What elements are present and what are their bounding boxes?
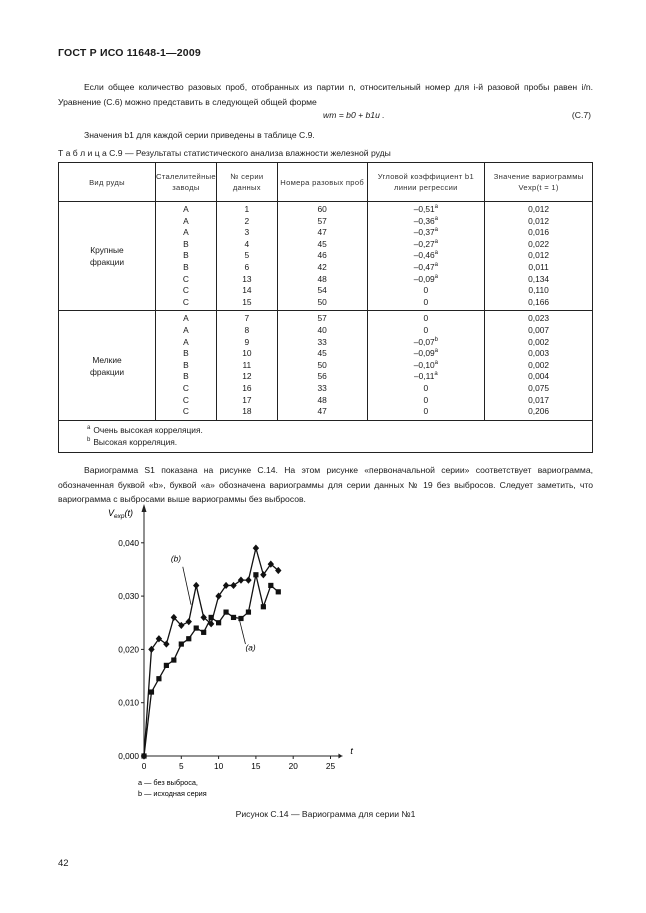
table-cell [278,274,367,286]
table-cell [156,325,216,337]
column-cell-slope [367,311,485,420]
table-cell [368,371,485,383]
column-cell-series [216,202,277,311]
table-cell [156,360,216,372]
footnote-mark: a [434,204,439,210]
table-cell [368,250,485,262]
x-axis-arrow [338,754,342,759]
table-cell [485,348,592,360]
series-b-point [230,582,236,589]
table-cell [368,313,485,325]
table-cell [156,262,216,274]
cell-value: 0 [423,296,429,307]
cell-value: 0 [423,285,429,296]
series-b-point [163,640,169,647]
th-variogram: Значение вариограммы Vexp(t = 1) [485,163,593,202]
table-cell [278,216,367,228]
footnote-mark: b [434,336,439,343]
table-cell [278,239,367,251]
series-label-a: (a) [245,642,256,653]
cell-value: A [183,324,189,335]
table-cell [485,383,592,395]
th-slope: Угловой коэффициент b1 линии регрессии [367,163,485,202]
table-cell [368,262,485,274]
paragraph-1: Если общее количество разовых проб, отобранных из партии n, относительный номер для i-й разовой пробы равен i/n. Уравнение (С.6) можно представить в следующей общей форме [58,82,593,107]
y-tick-label: 0,000 [118,751,139,761]
ore-type-cell: Крупные фракции [59,202,156,311]
y-tick-label: 0,040 [118,537,139,548]
table-cell [217,383,277,395]
cell-value: 2 [244,215,250,226]
table-cell [217,337,277,349]
table-note [87,424,592,436]
column-cell-samples [277,202,367,311]
table-cell [217,371,277,383]
cell-value: C [182,296,189,307]
cell-value: B [183,359,189,370]
table-cell [278,383,367,395]
cell-value: 8 [244,324,250,335]
table-cell [217,216,277,228]
series-a-point [223,609,228,614]
table-cell [485,250,592,262]
cell-value: 13 [242,273,252,284]
table-cell [156,274,216,286]
footnote-mark: a [434,359,439,366]
table-cell [485,395,592,407]
cell-value: –0,51 [413,204,435,214]
equation-formula: wm = b0 + b1u . [323,110,385,120]
cell-value: –0,09 [413,273,435,284]
cell-value: 9 [244,336,250,347]
cell-value: 0,004 [528,371,550,382]
cell-value: 18 [242,406,252,417]
paragraph-2: Значения b1 для каждой серии приведены в таблице С.9. [84,130,315,140]
cell-value: 0 [423,313,429,324]
cell-value: 0 [423,406,429,417]
series-a-point [253,572,258,577]
series-a-point [231,615,236,620]
x-tick-label: 20 [288,761,298,771]
table-cell [217,274,277,286]
cell-value: B [183,261,189,272]
cell-value: 6 [244,261,250,272]
cell-value: 10 [242,348,252,359]
table-cell [368,337,485,349]
cell-value: 56 [317,371,327,382]
table-cell [217,227,277,239]
column-cell-v [485,311,593,420]
table-cell [156,383,216,395]
series-a-point [149,689,154,694]
table-note [87,436,592,448]
label-b-leader [183,567,191,605]
table-cell [156,204,216,216]
note-mark: a [87,424,91,431]
cell-value: A [183,215,189,226]
cell-value: 45 [317,348,327,359]
cell-value: 1 [244,204,250,214]
cell-value: A [183,227,189,238]
series-a-point [246,609,251,614]
series-a-point [156,676,161,681]
x-tick-label: 15 [251,761,261,771]
series-a-point [179,641,184,646]
cell-value: –0,36 [413,215,435,226]
table-cell [368,348,485,360]
table-cell [278,337,367,349]
table-cell [485,325,592,337]
cell-value: 0 [423,324,429,335]
table-cell [278,285,367,297]
variogram-figure [58,500,578,805]
cell-value: 0,075 [528,382,550,393]
cell-value: 46 [317,250,327,261]
y-axis-label: $V_{exp}(t)$ [108,508,133,520]
cell-value: –0,47 [413,261,435,272]
y-tick-label: 0,010 [118,697,139,708]
table-cell [278,313,367,325]
series-line-0 [144,548,278,756]
table-cell [156,285,216,297]
series-b-point [245,577,251,584]
table-cell [156,406,216,418]
legend-a: a — без выброса, [138,778,198,787]
cell-value: 0,002 [528,359,550,370]
cell-value: 60 [317,204,327,214]
table-cell [278,204,367,216]
table-cell [368,204,485,216]
cell-value: 42 [317,261,327,272]
table-cell [278,406,367,418]
table-cell [278,227,367,239]
series-b-point [253,545,259,552]
th-plants: Сталелитейные заводы [155,163,216,202]
x-tick-label: 5 [178,761,184,771]
table-cell [217,348,277,360]
cell-value: 17 [242,394,252,405]
table-cell [217,297,277,309]
cell-value: –0,10 [413,359,435,370]
table-cell [485,297,592,309]
cell-value: 50 [317,359,327,370]
column-cell-samples [277,311,367,420]
table-cell [217,313,277,325]
label-a-leader [239,620,245,644]
cell-value: 0 [423,394,429,405]
cell-value: 15 [242,296,252,307]
series-a-point [141,753,146,758]
table-group-row [59,202,593,311]
table-cell [368,325,485,337]
table-cell [156,313,216,325]
cell-value: 33 [317,382,327,393]
series-a-point [194,625,199,630]
paragraph-3: Вариограмма S1 показана на рисунке С.14. На этом рисунке «первоначальной серии» соответствует вариограмма, обозначенная буквой «b», буквой «a» обозначена вариограммы для серии данных № 19 без выбросов. Следует заметить, что вариограмма с выбросами выше вариограммы без выбросов. [58,465,593,504]
series-b-point [186,618,192,625]
cell-value: 0,011 [528,261,549,272]
equation-c7 [58,110,593,124]
series-a-point [261,604,266,609]
series-a-point [268,583,273,588]
series-a-point [164,663,169,668]
x-tick-label: 25 [325,761,336,771]
x-tick-label: 10 [213,761,224,771]
table-cell [156,395,216,407]
table-cell [156,250,216,262]
series-a-point [216,620,221,625]
cell-value: B [183,371,189,382]
table-cell [368,395,485,407]
y-tick-label: 0,020 [118,644,139,655]
cell-value: 40 [317,324,327,335]
table-cell [156,337,216,349]
th-series: № серии данных [216,163,277,202]
cell-value: A [183,336,189,347]
table-cell [485,227,592,239]
table-cell [278,371,367,383]
table-group-row [59,311,593,420]
table-cell [368,274,485,286]
cell-value: 0,012 [528,250,550,261]
table-cell [278,348,367,360]
footnote-mark: a [434,238,439,245]
table-cell [217,285,277,297]
table-cell [368,406,485,418]
cell-value: 0,166 [528,296,550,307]
footnote-mark: a [434,371,438,378]
table-cell [156,239,216,251]
equation-number: (С.7) [571,110,591,120]
table-cell [368,360,485,372]
table-caption: Т а б л и ц а С.9 — Результаты статистического анализа влажности железной руды [58,148,391,158]
cell-value: 0,022 [528,238,550,249]
x-tick-label: 0 [141,761,147,771]
th-ore-type: Вид руды [59,163,156,202]
table-cell [485,204,592,216]
table-cell [485,313,592,325]
cell-value: 0,012 [528,204,550,214]
cell-value: –0,11 [414,371,435,382]
table-cell [217,262,277,274]
cell-value: A [183,313,189,324]
table-cell [156,348,216,360]
series-a-point [201,630,206,635]
table-cell [485,371,592,383]
cell-value: C [182,273,189,284]
cell-value: –0,07 [413,336,435,347]
series-a-point [171,657,176,662]
cell-value: 0,016 [528,227,550,238]
table-cell [485,216,592,228]
cell-value: –0,37 [413,227,435,238]
column-cell-slope [367,202,485,311]
cell-value: 14 [242,285,252,296]
cell-value: 33 [317,336,327,347]
cell-value: 0 [423,382,429,393]
cell-value: 47 [317,227,327,238]
figure-caption: Рисунок С.14 — Вариограмма для серии №1 [235,809,416,819]
table-cell [156,216,216,228]
cell-value: 3 [244,227,250,238]
table-cell [278,395,367,407]
footnote-mark: a [434,215,439,222]
column-cell-plant [155,311,216,420]
table-cell [368,297,485,309]
table-cell [485,285,592,297]
table-cell [278,297,367,309]
cell-value: 47 [317,406,327,417]
cell-value: 5 [244,250,250,261]
table-cell [278,250,367,262]
column-cell-series [216,311,277,420]
table-cell [156,371,216,383]
table-cell [368,285,485,297]
cell-value: A [183,204,189,214]
series-a-point [209,615,214,620]
th-samples: Номера разовых проб [277,163,367,202]
table-cell [485,239,592,251]
table-cell [368,383,485,395]
cell-value: 48 [317,273,327,284]
table-cell [217,395,277,407]
note-text: Высокая корреляция. [93,436,178,447]
table-cell [217,239,277,251]
table-cell [217,204,277,216]
cell-value: 50 [317,296,327,307]
note-mark: b [87,436,91,443]
table-cell [217,250,277,262]
cell-value: 16 [242,382,252,393]
cell-value: 12 [242,371,252,382]
page-header: ГОСТ Р ИСО 11648-1—2009 [58,47,201,59]
cell-value: C [182,382,189,393]
footnote-mark: a [434,261,439,268]
table-cell [368,216,485,228]
cell-value: 0,007 [528,324,550,335]
series-a-point [276,589,281,594]
column-cell-v [485,202,593,311]
series-b-point [238,577,244,584]
table-header-row [59,163,593,202]
table-cell [278,325,367,337]
table-cell [485,406,592,418]
cell-value: 54 [317,285,327,296]
legend-b: b — исходная серия [138,789,207,798]
table-cell [156,297,216,309]
table-cell [217,406,277,418]
series-b-point [193,582,199,589]
cell-value: –0,46 [413,250,435,261]
cell-value: 0,134 [528,273,550,284]
cell-value: 0,110 [528,285,549,296]
footnote-mark: a [434,227,439,234]
results-table [58,162,593,453]
cell-value: B [183,250,189,261]
table-cell [278,360,367,372]
cell-value: 0,017 [528,394,550,405]
table-cell [156,227,216,239]
table-notes-row [59,420,593,452]
x-axis-label: t [350,746,353,756]
cell-value: 0,012 [528,215,550,226]
table-cell [368,239,485,251]
cell-value: –0,09 [413,348,435,359]
note-text: Очень высокая корреляция. [93,424,203,435]
footnote-mark: a [434,250,439,257]
cell-value: 57 [317,215,327,226]
cell-value: C [182,285,189,296]
table-cell [217,325,277,337]
cell-value: C [182,406,189,417]
y-axis-arrow [142,504,147,512]
cell-value: 0,002 [528,336,550,347]
cell-value: 0,206 [528,406,550,417]
cell-value: –0,27 [413,238,435,249]
ore-type-cell: Мелкие фракции [59,311,156,420]
cell-value: 0,003 [528,348,550,359]
cell-value: B [183,238,189,249]
cell-value: 57 [317,313,327,324]
cell-value: C [182,394,189,405]
page-number: 42 [58,858,69,869]
y-tick-label: 0,030 [118,591,139,602]
cell-value: 11 [242,359,252,370]
table-notes [59,420,593,452]
table-cell [217,360,277,372]
footnote-mark: a [434,273,439,280]
table-cell [485,360,592,372]
column-cell-plant [155,202,216,311]
table-cell [485,274,592,286]
series-label-b: (b) [170,553,181,564]
cell-value: 4 [244,238,250,249]
table-cell [485,337,592,349]
cell-value: B [183,348,189,359]
series-a-point [186,636,191,641]
cell-value: 48 [317,394,327,405]
table-cell [485,262,592,274]
table-cell [278,262,367,274]
cell-value: 0,023 [528,313,550,324]
cell-value: 45 [317,238,327,249]
cell-value: 7 [244,313,250,324]
footnote-mark: a [434,348,439,355]
table-cell [368,227,485,239]
